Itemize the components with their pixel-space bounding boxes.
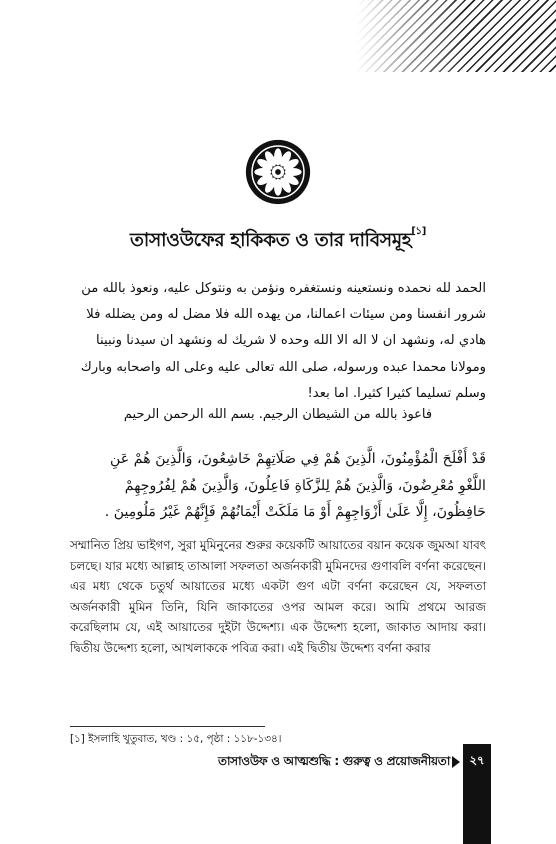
title-footnote-mark: [১] xyxy=(411,226,426,237)
footnote: [১] ইসলাহি খুতুবাত, খণ্ড : ১৫, পৃষ্ঠা : ১১৮-১৩৪। xyxy=(70,733,282,745)
arabic-line: وسلم تسليما كثيرا كثيرا. اما بعد! xyxy=(307,385,486,401)
verse-line: حَافِظُونَ، إِلَّا عَلَىٰ أَزْوَاجِهِمْ أَوْ مَا مَلَكَتْ أَيْمَانُهُمْ فَإِنَّهُمْ غَيْرُ مَلُومِينَ . xyxy=(104,504,486,521)
verse-line: قَدْ أَفْلَحَ الْمُؤْمِنُونَ، الَّذِينَ هُمْ فِي صَلَاتِهِمْ خَاشِعُونَ، وَالَّذِينَ هُمْ عَنِ xyxy=(110,451,486,467)
footnote-divider xyxy=(70,726,265,727)
verse-line: اللَّغْوِ مُعْرِضُونَ، وَالَّذِينَ هُمْ لِلزَّكَاةِ فَاعِلُونَ، وَالَّذِينَ هُمْ لِفُرُوجِهِمْ xyxy=(124,477,486,494)
body-paragraph: সম্মানিত প্রিয় ভাইগণ, সুরা মুমিনুনের শুরুর কয়েকটি আয়াতের বয়ান কয়েক জুমআ যাবৎ চলছে। যার মধ্যে আল্লাহ তাআলা সফলতা অর্জনকারী মুমিনদের গুণাবলি বর্ণনা করেছেন। এর মধ্য থেকে চতুর্থ আয়াতের মধ্যে একটা গুণ এটা বর্ণনা করেছেন যে, সফলতা অর্জনকারী মুমিন তিনি, যিনি জাকাতের ওপর আমল করে। আমি প্রথমে আরজ করেছিলাম যে, এই আয়াতের দুইটা উদ্দেশ্য। এক উদ্দেশ্য হলো, জাকাত আদায় করা। দ্বিতীয় উদ্দেশ্য হলো, আখলাককে পবিত্র করা। এই দ্বিতীয় উদ্দেশ্য বর্ণনা করার xyxy=(70,538,486,655)
arabic-line: هادي له، ونشهد ان لا اله الا الله وحده لا شريك له ونشهد ان سيدنا ونبينا xyxy=(96,333,486,349)
triangle-marker-icon xyxy=(452,756,460,768)
chapter-title xyxy=(0,226,556,257)
page-number-tab xyxy=(463,744,491,844)
running-footer-title: তাসাওউফ ও আত্মশুদ্ধি : গুরুত্ব ও প্রয়োজনীয়তা xyxy=(218,754,450,768)
rosette-ornament-icon xyxy=(244,138,312,206)
arabic-line: ومولانا محمدا عبده ورسوله، صلى الله تعالى عليه وعلى اله واصحابه وبارك xyxy=(80,359,486,375)
page-number: ২৭ xyxy=(469,753,485,767)
arabic-line: شرور انفسنا ومن سيئات اعمالنا، من يهده الله فلا مضل له ومن يضلله فلا xyxy=(86,307,486,323)
taawwuz-basmala: فاعوذ بالله من الشيطان الرجيم. بسم الله الرحمن الرحيم xyxy=(123,407,433,422)
quran-verse xyxy=(70,446,486,526)
chapter-title-text: তাসাওউফের হাকিকত ও তার দাবিসমূহ xyxy=(130,230,412,251)
decorative-hatch-pattern xyxy=(356,0,556,72)
arabic-line: الحمد لله نحمده ونستعينه ونستغفره ونؤمن به ونتوكل عليه، ونعوذ بالله من xyxy=(81,281,486,296)
arabic-opening-sermon xyxy=(70,276,486,407)
